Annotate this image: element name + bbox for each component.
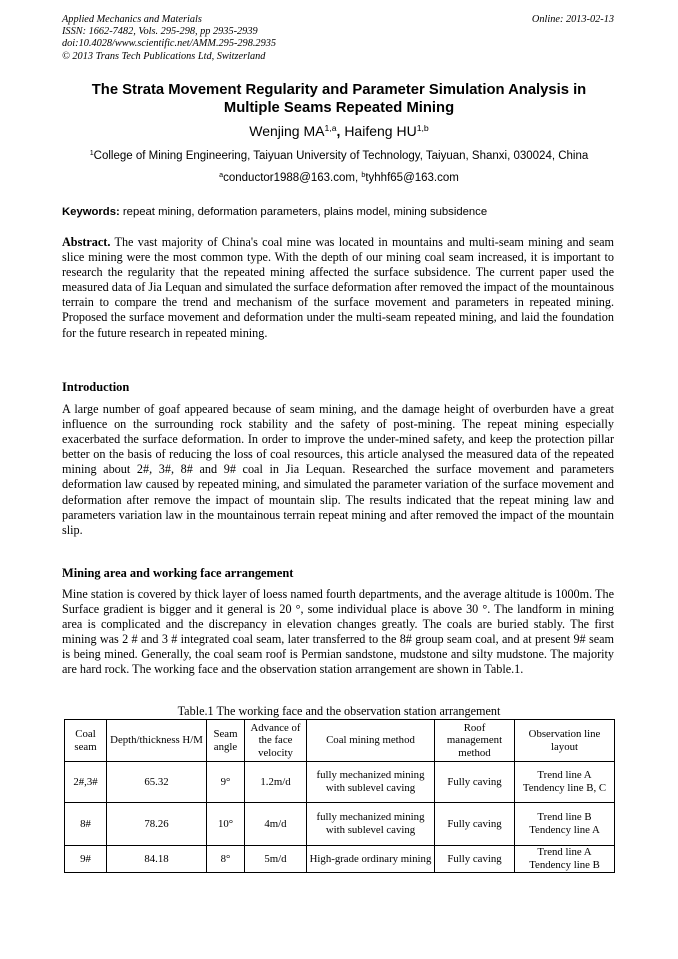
author-separator: , — [336, 123, 345, 139]
section-heading-mining-area: Mining area and working face arrangement — [62, 566, 294, 580]
abstract — [62, 235, 614, 341]
observation-table — [64, 719, 615, 873]
table-header-row — [65, 720, 615, 762]
layout-line: Trend line A — [537, 846, 592, 859]
author-affiliation-mark: 1,b — [416, 123, 429, 134]
abstract-label: Abstract. — [62, 235, 111, 249]
cell-coal-seam: 8# — [65, 803, 107, 846]
header-seam-angle: Seam angle — [207, 720, 245, 762]
citation-header — [62, 14, 276, 63]
affiliation — [62, 150, 616, 162]
layout-line: Tendency line B — [529, 859, 600, 871]
keywords-label: Keywords: — [62, 206, 120, 218]
header-observation-layout: Observation line layout — [515, 720, 615, 762]
author-name: Wenjing MA — [249, 123, 325, 139]
cell-depth: 78.26 — [107, 803, 207, 846]
table-row — [65, 762, 615, 803]
table-row — [65, 803, 615, 846]
affiliation-text: College of Mining Engineering, Taiyuan University of Technology, Taiyuan, Shanxi, 030024, China — [93, 150, 589, 162]
table-caption: Table.1 The working face and the observation station arrangement — [177, 704, 501, 718]
layout-line: Tendency line B, C — [522, 782, 607, 794]
layout-line: Trend line B — [537, 811, 592, 824]
header-advance-velocity: Advance of the face velocity — [245, 720, 307, 762]
cell-observation-layout — [515, 846, 615, 873]
cell-seam-angle: 10° — [207, 803, 245, 846]
layout-line: Trend line A — [537, 769, 592, 782]
author-name: Haifeng HU — [344, 123, 417, 139]
journal-name: Applied Mechanics and Materials — [62, 14, 202, 25]
cell-observation-layout — [515, 803, 615, 846]
abstract-text: The vast majority of China's coal mine was located in mountains and multi-seam mining and seam slice mining were the most common type. With the depth of our mining coal seam increased, it is important to research the regularity that the repeated mining affected the surface subsidence. The current paper used the measured data of Jia Lequan and simulated the surface deformation after removed the impact of the mountainous terrain to compare the trend and mechanism of the surface movement and parameters in repeated mining. Proposed the surface movement and deformation under the multi-seam repeated mining, and laid the foundation for the future research in repeated mining. — [62, 235, 615, 340]
cell-mining-method: High-grade ordinary mining — [307, 846, 435, 873]
header-roof-management: Roof management method — [435, 720, 515, 762]
cell-mining-method: fully mechanized mining with sublevel caving — [307, 803, 435, 846]
email-mark: b — [361, 171, 366, 180]
email-separator: , — [354, 172, 362, 184]
cell-seam-angle: 8° — [207, 846, 245, 873]
cell-velocity: 1.2m/d — [245, 762, 307, 803]
header-mining-method: Coal mining method — [307, 720, 435, 762]
copyright-line: © 2013 Trans Tech Publications Ltd, Switzerland — [62, 50, 266, 62]
author-list — [62, 123, 616, 139]
cell-roof-management: Fully caving — [435, 846, 515, 873]
doi-line: doi:10.4028/www.scientific.net/AMM.295-298.2935 — [62, 38, 277, 50]
cell-velocity: 4m/d — [245, 803, 307, 846]
introduction-text: A large number of goaf appeared because of seam mining, and the damage height of overburden have a great influence on the surrounding rock stability and the safety of post-mining. The repeat mining especially exacerbated the surface deformation. In order to improve the under-mined safety, and keep the protection pillar better on the basis of reducing the loss of coal resources, this article analysed the measured data of the repeated mining about 2#, 3#, 8# and 9# coal in Jia Lequan. Researched the surface movement and parameters deformation law caused by repeated mining, and simulated the parameter variation of the surface movement and deformation after remove the impact of mountain slip. The results indicated that the repeat mining law and parameters variation law in the mountainous terrain repeat mining and after removed the impact of the mountain slip. — [62, 402, 614, 537]
author-affiliation-mark: 1,a — [324, 123, 337, 134]
cell-roof-management: Fully caving — [435, 762, 515, 803]
cell-coal-seam: 2#,3# — [65, 762, 107, 803]
affiliation-mark: 1 — [89, 149, 94, 158]
cell-roof-management: Fully caving — [435, 803, 515, 846]
keywords-text: repeat mining, deformation parameters, plains model, mining subsidence — [122, 206, 488, 218]
header-coal-seam: Coal seam — [65, 720, 107, 762]
header-depth: Depth/thickness H/M — [107, 720, 207, 762]
cell-depth: 65.32 — [107, 762, 207, 803]
cell-depth: 84.18 — [107, 846, 207, 873]
title-line-2: Multiple Seams Repeated Mining — [223, 100, 455, 116]
email-mark: a — [219, 171, 224, 180]
email-address: tyhhf65@163.com — [365, 172, 459, 184]
keywords — [62, 206, 616, 218]
table-row — [65, 846, 615, 873]
mining-area-text: Mine station is covered by thick layer of loess named fourth departments, and the average altitude is 1000m. The Surface gradient is bigger and it general is 20 °, some individual place is above 30 °. The landform in mining area is complicated and the discrepancy in elevation changes greatly. The coals are buried stably. The first mining was 2 # and 3 # integrated coal seam, later transferred to the 8# group seam coal, and at present 9# seam is being mined. Generally, the coal seam roof is Permian sandstone, mudstone and silty mudstone. The majority are hard rock. The working face and the observation station arrangement are shown in Table.1. — [62, 587, 614, 677]
online-date: Online: 2013-02-13 — [531, 14, 614, 25]
section-heading-introduction: Introduction — [62, 380, 130, 394]
cell-observation-layout — [515, 762, 615, 803]
paper-title — [62, 81, 616, 117]
title-line-1: The Strata Movement Regularity and Parameter Simulation Analysis in — [91, 82, 587, 98]
cell-mining-method: fully mechanized mining with sublevel caving — [307, 762, 435, 803]
cell-velocity: 5m/d — [245, 846, 307, 873]
issn-line: ISSN: 1662-7482, Vols. 295-298, pp 2935-2939 — [62, 26, 258, 38]
cell-seam-angle: 9° — [207, 762, 245, 803]
email-address: conductor1988@163.com — [223, 172, 355, 184]
layout-line: Tendency line A — [529, 824, 600, 836]
author-emails — [62, 172, 616, 184]
cell-coal-seam: 9# — [65, 846, 107, 873]
